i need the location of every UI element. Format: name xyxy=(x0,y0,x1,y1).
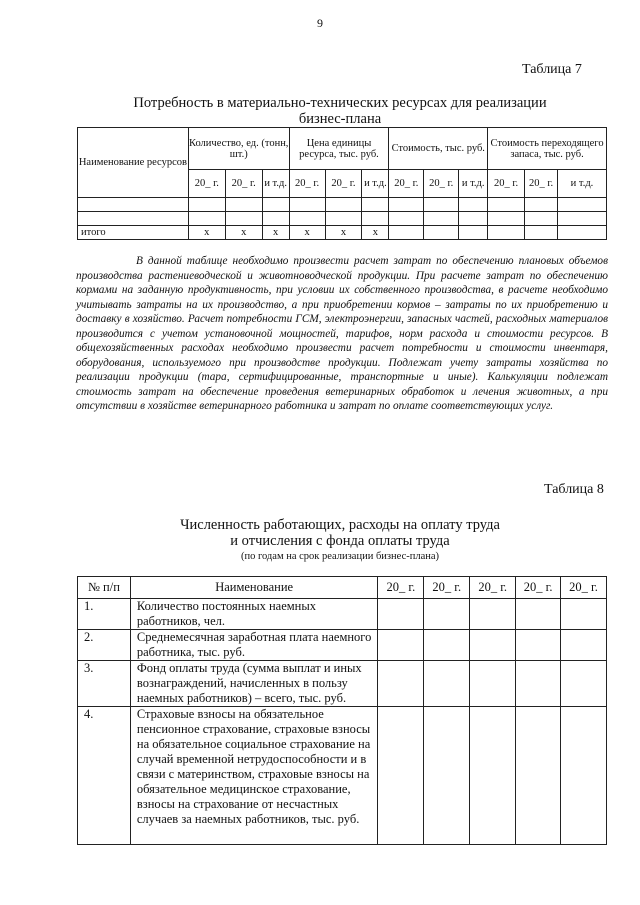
table-row xyxy=(78,661,607,707)
table-8-subtitle: (по годам на срок реализации бизнес-плана) xyxy=(240,551,440,562)
total-label: итого xyxy=(78,226,189,240)
row-name: Среднемесячная заработная плата наемного работника, тыс. руб. xyxy=(130,630,378,661)
table-row xyxy=(78,599,607,630)
year-cell: 20_ г. xyxy=(488,170,525,198)
table-row xyxy=(78,198,607,212)
header-year: 20_ г. xyxy=(561,577,607,599)
table-row-total xyxy=(78,226,607,240)
x-mark: x xyxy=(325,226,362,240)
x-mark: x xyxy=(262,226,289,240)
page-number: 9 xyxy=(317,16,323,30)
x-mark: x xyxy=(225,226,262,240)
header-unit-price: Цена единицы ресурса, тыс. руб. xyxy=(289,128,389,170)
header-quantity: Количество, ед. (тонн, шт.) xyxy=(188,128,289,170)
year-cell: 20_ г. xyxy=(289,170,325,198)
table-row xyxy=(78,630,607,661)
etc-cell: и т.д. xyxy=(262,170,289,198)
table-7 xyxy=(77,127,607,240)
header-year: 20_ г. xyxy=(470,577,516,599)
etc-cell: и т.д. xyxy=(362,170,389,198)
x-mark: x xyxy=(362,226,389,240)
table-8-title-line-1: Численность работающих, расходы на оплату труда xyxy=(180,517,500,533)
explanatory-paragraph: В данной таблице необходимо произвести расчет затрат по обеспечению плановых объемов производства растениеводческой и животноводческой продукции. При расчете затрат по обеспечению кормами на заданную продуктивность, при условии их собственного производства, в расчете необходимо учитывать затраты на их производство, а при приобретении кормов – затраты по их приобретению и доставку в хозяйство. Расчет потребности ГСМ, электроэнергии, запасных частей, расходных материалов производится с учетом установочной мощностей, тарифов, норм расхода и стоимости ресурсов. В общехозяйственных расходах необходимо произвести расчет потребности и стоимости инвентаря, оборудования, используемого при производстве продукции. Подлежат учету затраты хозяйства по реализации продукции (тара, сертифицированные, транспортные и иные). Калькуляции подлежат стоимость затрат на обеспечение проведения ветеринарных обработок и лечения животных, а при отсутствии в хозяйстве ветеринарного работника и затрат по оплате соответствующих услуг. xyxy=(76,255,608,412)
row-num: 2. xyxy=(78,630,131,661)
table-row xyxy=(78,707,607,845)
etc-cell-last: и т.д. xyxy=(558,170,607,198)
table-8-label: Таблица 8 xyxy=(544,482,604,497)
year-cell: 20_ г. xyxy=(225,170,262,198)
row-name: Количество постоянных наемных работников, чел. xyxy=(130,599,378,630)
header-name: Наименование xyxy=(130,577,378,599)
row-name: Фонд оплаты труда (сумма выплат и иных вознаграждений, начисленных в пользу наемных работников) – всего, тыс. руб. xyxy=(130,661,378,707)
x-mark: x xyxy=(188,226,225,240)
table-7-title-line-2: бизнес-плана xyxy=(298,111,382,127)
year-cell: 20_ г. xyxy=(389,170,424,198)
year-cell: 20_ г. xyxy=(424,170,459,198)
table-8-title-line-2: и отчисления с фонда оплаты труда xyxy=(230,533,450,549)
header-resource-name: Наименование ресурсов xyxy=(78,128,189,198)
row-num: 1. xyxy=(78,599,131,630)
etc-cell: и т.д. xyxy=(459,170,488,198)
x-mark: x xyxy=(289,226,325,240)
table-7-title xyxy=(60,95,620,127)
table-7-label: Таблица 7 xyxy=(522,62,582,77)
row-num: 4. xyxy=(78,707,131,845)
header-num: № п/п xyxy=(78,577,131,599)
table-row xyxy=(78,212,607,226)
row-name: Страховые взносы на обязательное пенсионное страхование, страховые взносы на обязательное социальное страхование на случай временной нетрудоспособности и в связи с материнством, страховые взносы на обязательное медицинское страхование, взносы на страхование от несчастных случаев за наемных работников, тыс. руб. xyxy=(130,707,378,845)
year-cell: 20_ г. xyxy=(325,170,362,198)
header-year: 20_ г. xyxy=(378,577,424,599)
year-cell: 20_ г. xyxy=(188,170,225,198)
table-8 xyxy=(77,576,607,845)
table-7-title-line-1: Потребность в материально-технических ресурсах для реализации xyxy=(133,95,547,111)
header-carryover: Стоимость переходящего запаса, тыс. руб. xyxy=(488,128,607,170)
row-num: 3. xyxy=(78,661,131,707)
header-cost: Стоимость, тыс. руб. xyxy=(389,128,488,170)
header-year: 20_ г. xyxy=(424,577,470,599)
header-year: 20_ г. xyxy=(516,577,561,599)
table-8-title xyxy=(60,517,620,565)
year-cell: 20_ г. xyxy=(525,170,558,198)
